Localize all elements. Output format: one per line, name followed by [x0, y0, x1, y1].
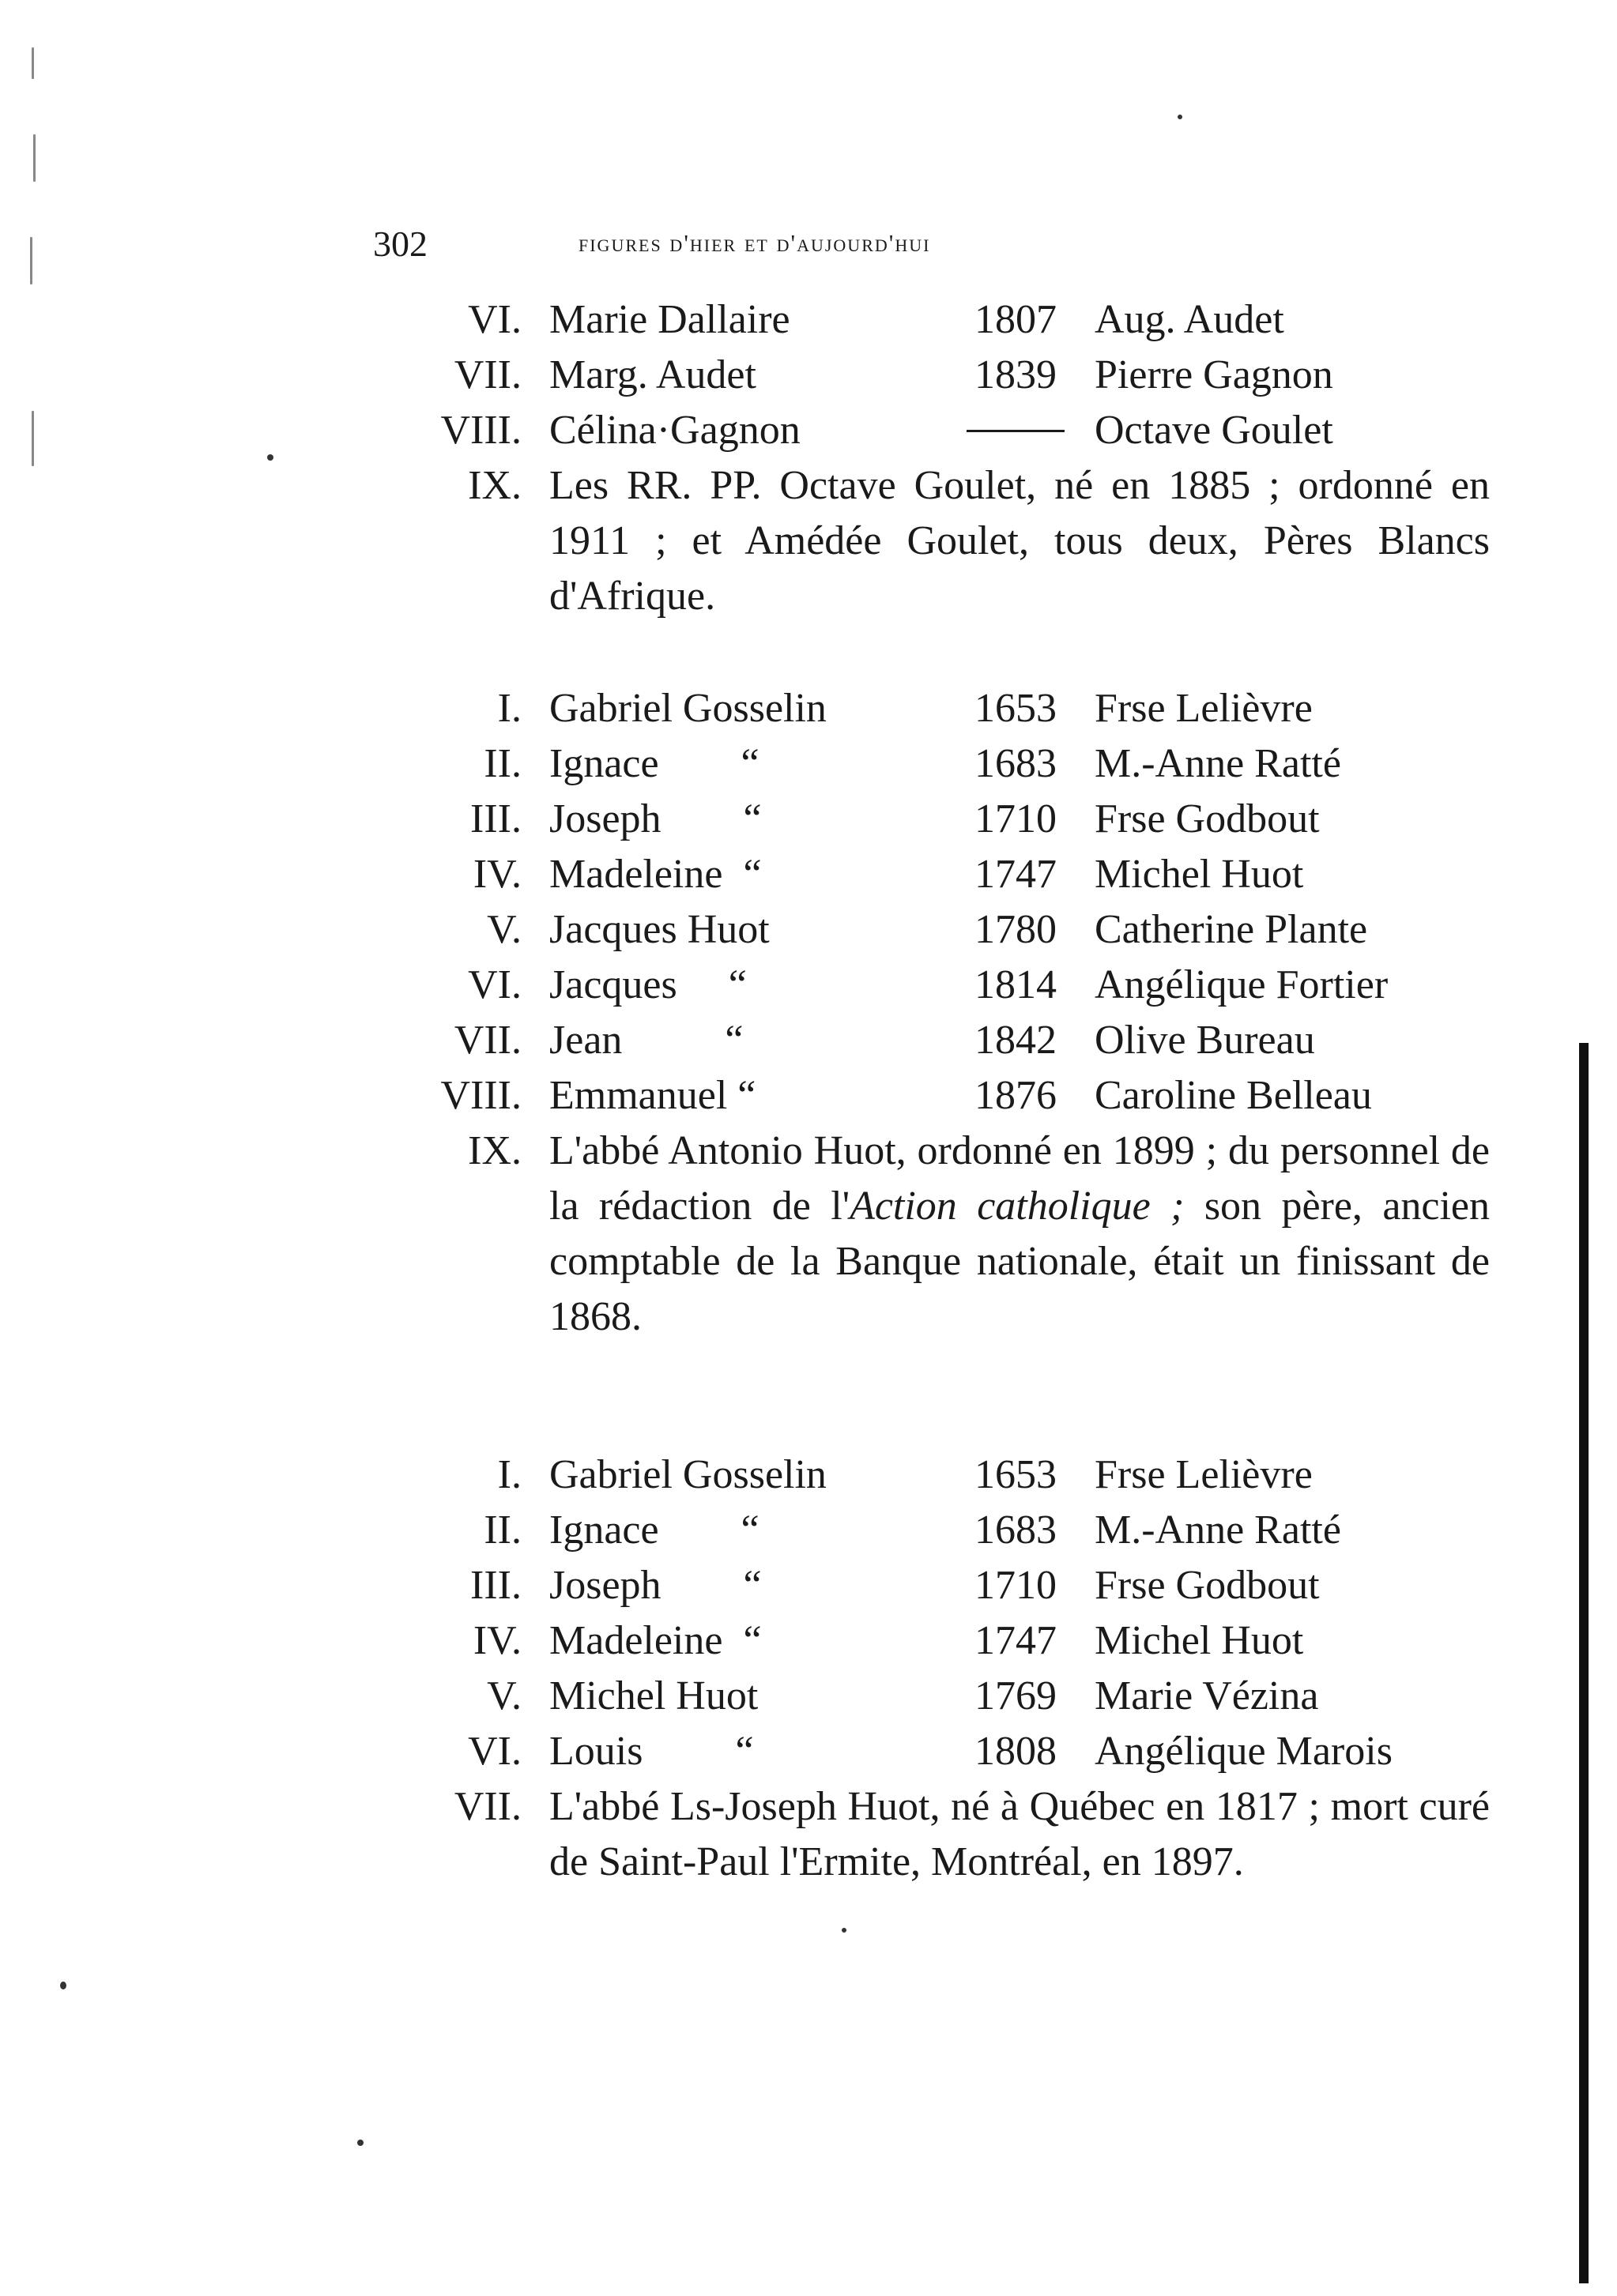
genealogy-paragraph — [371, 1779, 1494, 1890]
page-number: 302 — [373, 224, 428, 264]
person-name: Louis “ — [549, 1729, 754, 1774]
spouse-name: Octave Goulet — [1095, 408, 1333, 453]
spouse-name: Frse Lelièvre — [1095, 1452, 1313, 1497]
generation-number: VI. — [468, 962, 522, 1007]
spouse-name: Marie Vézina — [1095, 1673, 1319, 1718]
genealogy-paragraph — [371, 1124, 1494, 1345]
scan-edge-mark — [33, 134, 36, 182]
genealogy-row — [371, 1724, 1494, 1779]
generation-number: VI. — [468, 297, 522, 342]
person-name: Ignace “ — [549, 741, 760, 786]
generation-number: III. — [470, 796, 522, 841]
genealogy-row — [371, 792, 1494, 847]
genealogy-row — [371, 1068, 1494, 1124]
generation-number: IV. — [473, 1618, 522, 1663]
scan-speck — [357, 2140, 364, 2146]
genealogy-row — [371, 1558, 1494, 1613]
marriage-year: 1710 — [974, 796, 1057, 841]
person-name: Michel Huot — [549, 1673, 759, 1718]
generation-number: VI. — [468, 1729, 522, 1774]
genealogy-section-huot-antonio — [371, 681, 1494, 1345]
generation-number: II. — [484, 1507, 522, 1553]
generation-number: VII. — [454, 352, 522, 397]
spouse-name: Frse Godbout — [1095, 1563, 1320, 1608]
spouse-name: M.-Anne Ratté — [1095, 1507, 1341, 1553]
marriage-year: 1653 — [974, 1452, 1057, 1497]
person-name: Joseph “ — [549, 1563, 762, 1608]
marriage-year: 1808 — [974, 1729, 1057, 1774]
spouse-name: Angélique Fortier — [1095, 962, 1389, 1007]
genealogy-row — [371, 292, 1494, 348]
scan-speck — [842, 1928, 846, 1933]
person-name: Gabriel Gosselin — [549, 1452, 827, 1497]
running-title: figures d'hier et d'aujourd'hui — [579, 229, 931, 257]
spouse-name: Michel Huot — [1095, 852, 1304, 897]
paragraph-text: Les RR. PP. Octave Goulet, né en 1885 ; ordonné en 1911 ; et Amédée Goulet, tous deux, Pères Blancs d'Afrique. — [549, 463, 1490, 619]
genealogy-row — [371, 902, 1494, 958]
person-name: Jacques “ — [549, 962, 747, 1007]
italic-publication-title: Action catholique ; — [850, 1184, 1185, 1229]
genealogy-row — [371, 847, 1494, 902]
person-name: Emmanuel “ — [549, 1073, 756, 1118]
person-name: Joseph “ — [549, 796, 762, 841]
scan-speck — [60, 1982, 66, 1989]
generation-number: VIII. — [440, 1073, 522, 1118]
person-name: Jean “ — [549, 1018, 744, 1063]
running-head — [373, 223, 1250, 270]
spouse-name: Angélique Marois — [1095, 1729, 1393, 1774]
genealogy-row — [371, 1013, 1494, 1068]
spouse-name: Pierre Gagnon — [1095, 352, 1333, 397]
person-name: Madeleine “ — [549, 852, 762, 897]
genealogy-row — [371, 1613, 1494, 1669]
spouse-name: M.-Anne Ratté — [1095, 741, 1341, 786]
genealogy-row — [371, 1503, 1494, 1558]
genealogy-row — [371, 958, 1494, 1013]
paragraph-text-part: son père, ancien comptable de la Banque nationale, était un finissant de 1868. — [549, 1184, 1491, 1339]
spouse-name: Michel Huot — [1095, 1618, 1304, 1663]
generation-number: III. — [470, 1563, 522, 1608]
generation-number: II. — [484, 741, 522, 786]
paragraph-text — [549, 1124, 1490, 1345]
marriage-year: 1780 — [974, 907, 1057, 952]
marriage-year: 1769 — [974, 1673, 1057, 1718]
genealogy-section-huot-louis-joseph — [371, 1447, 1494, 1890]
generation-number: I. — [497, 686, 522, 731]
person-name: Gabriel Gosselin — [549, 686, 827, 731]
scan-edge-mark — [32, 47, 34, 79]
marriage-year: 1839 — [974, 352, 1057, 397]
marriage-year: 1814 — [974, 962, 1057, 1007]
genealogy-row — [371, 1447, 1494, 1503]
paragraph-text-part: L'abbé Antonio Huot, ordonné en 1899 ; du personnel de la rédaction de l' — [549, 1128, 1490, 1229]
scan-edge-mark — [32, 411, 34, 466]
genealogy-paragraph — [371, 458, 1494, 624]
genealogy-row — [371, 348, 1494, 403]
marriage-year: 1747 — [974, 1618, 1057, 1663]
marriage-year: 1710 — [974, 1563, 1057, 1608]
genealogy-section-goulet — [371, 292, 1494, 624]
person-name: Jacques Huot — [549, 907, 770, 952]
scan-speck — [1178, 115, 1182, 119]
generation-number: IX. — [468, 463, 522, 508]
scan-speck — [267, 454, 273, 461]
marriage-year: 1876 — [974, 1073, 1057, 1118]
marriage-year: 1747 — [974, 852, 1057, 897]
spouse-name: Caroline Belleau — [1095, 1073, 1372, 1118]
scan-margin-bar — [1579, 1043, 1589, 2283]
scan-edge-mark — [30, 237, 32, 284]
person-name: Ignace “ — [549, 1507, 760, 1553]
marriage-year: 1653 — [974, 686, 1057, 731]
year-dash — [967, 430, 1065, 432]
spouse-name: Frse Lelièvre — [1095, 686, 1313, 731]
generation-number: VIII. — [440, 408, 522, 453]
marriage-year: 1683 — [974, 1507, 1057, 1553]
person-name: Madeleine “ — [549, 1618, 762, 1663]
person-name: Célina·Gagnon — [549, 408, 801, 453]
spouse-name: Catherine Plante — [1095, 907, 1368, 952]
marriage-year: 1683 — [974, 741, 1057, 786]
genealogy-row — [371, 1669, 1494, 1724]
generation-number: V. — [487, 907, 522, 952]
generation-number: IX. — [468, 1128, 522, 1173]
generation-number: I. — [497, 1452, 522, 1497]
person-name: Marie Dallaire — [549, 297, 790, 342]
genealogy-row — [371, 403, 1494, 458]
paragraph-text: L'abbé Ls-Joseph Huot, né à Québec en 1817 ; mort curé de Saint-Paul l'Ermite, Montréal, en 1897. — [549, 1784, 1490, 1884]
genealogy-row — [371, 681, 1494, 736]
marriage-year: 1807 — [974, 297, 1057, 342]
genealogy-row — [371, 736, 1494, 792]
marriage-year: 1842 — [974, 1018, 1057, 1063]
generation-number: IV. — [473, 852, 522, 897]
spouse-name: Olive Bureau — [1095, 1018, 1315, 1063]
generation-number: VII. — [454, 1784, 522, 1829]
generation-number: V. — [487, 1673, 522, 1718]
spouse-name: Aug. Audet — [1095, 297, 1284, 342]
generation-number: VII. — [454, 1018, 522, 1063]
spouse-name: Frse Godbout — [1095, 796, 1320, 841]
person-name: Marg. Audet — [549, 352, 756, 397]
